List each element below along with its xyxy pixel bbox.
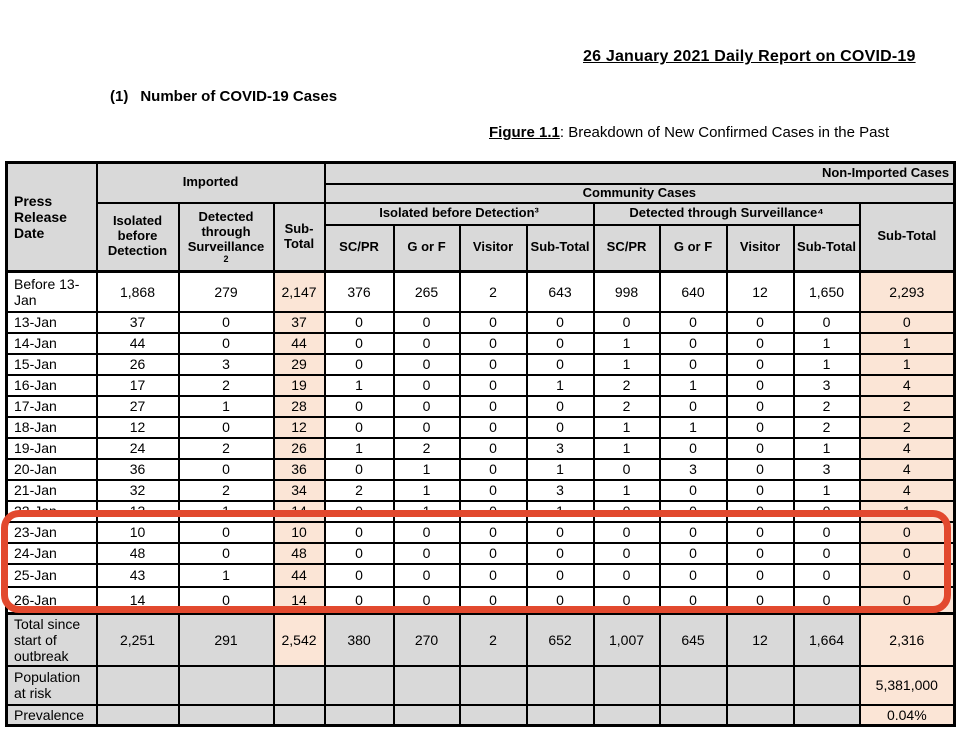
row-label: 20-Jan bbox=[7, 459, 97, 480]
value-cell bbox=[274, 666, 325, 705]
value-cell bbox=[727, 705, 794, 726]
value-cell: 0 bbox=[460, 333, 527, 354]
value-cell bbox=[325, 705, 394, 726]
value-cell: 0 bbox=[325, 459, 394, 480]
value-cell: 44 bbox=[274, 333, 325, 354]
table-row bbox=[7, 459, 955, 480]
value-cell: 0 bbox=[460, 354, 527, 375]
value-cell: 1 bbox=[860, 501, 955, 522]
value-cell: 3 bbox=[794, 375, 860, 396]
value-cell: 1 bbox=[594, 333, 660, 354]
row-label: 24-Jan bbox=[7, 543, 97, 564]
value-cell: 1 bbox=[179, 564, 274, 587]
value-cell: 0 bbox=[794, 564, 860, 587]
value-cell: 2 bbox=[594, 396, 660, 417]
table-row bbox=[7, 396, 955, 417]
value-cell: 0 bbox=[727, 312, 794, 333]
header-sc-pr-surveillance: SC/PR bbox=[594, 225, 660, 272]
value-cell: 0 bbox=[660, 522, 727, 543]
value-cell: 36 bbox=[97, 459, 179, 480]
value-cell: 0 bbox=[594, 587, 660, 614]
value-cell: 0 bbox=[727, 333, 794, 354]
row-label: 26-Jan bbox=[7, 587, 97, 614]
header-row-1 bbox=[7, 163, 955, 184]
section-heading-text: Number of COVID-19 Cases bbox=[140, 88, 338, 105]
value-cell: 0.04% bbox=[860, 705, 955, 726]
value-cell: 2,316 bbox=[860, 614, 955, 666]
value-cell: 0 bbox=[794, 312, 860, 333]
value-cell: 34 bbox=[274, 480, 325, 501]
table-body bbox=[7, 272, 955, 726]
value-cell: 0 bbox=[179, 417, 274, 438]
row-label: 16-Jan bbox=[7, 375, 97, 396]
value-cell: 2 bbox=[460, 272, 527, 312]
value-cell: 0 bbox=[325, 354, 394, 375]
row-label: 19-Jan bbox=[7, 438, 97, 459]
value-cell: 2 bbox=[179, 480, 274, 501]
value-cell: 12 bbox=[97, 417, 179, 438]
value-cell: 0 bbox=[794, 501, 860, 522]
value-cell: 27 bbox=[97, 396, 179, 417]
value-cell: 643 bbox=[527, 272, 594, 312]
value-cell: 3 bbox=[527, 480, 594, 501]
header-sub-total-surveillance: Sub-Total bbox=[794, 225, 860, 272]
value-cell: 1 bbox=[527, 375, 594, 396]
value-cell: 26 bbox=[97, 354, 179, 375]
value-cell: 0 bbox=[527, 587, 594, 614]
row-label: Before 13-Jan bbox=[7, 272, 97, 312]
value-cell: 1 bbox=[527, 459, 594, 480]
value-cell: 3 bbox=[179, 354, 274, 375]
value-cell: 0 bbox=[727, 480, 794, 501]
row-label: 13-Jan bbox=[7, 312, 97, 333]
value-cell: 10 bbox=[274, 522, 325, 543]
value-cell: 28 bbox=[274, 396, 325, 417]
value-cell: 0 bbox=[727, 564, 794, 587]
header-imported-detected bbox=[179, 203, 274, 272]
header-visitor-isolated: Visitor bbox=[460, 225, 527, 272]
value-cell: 2 bbox=[794, 417, 860, 438]
value-cell bbox=[394, 666, 460, 705]
row-label: Total since start of outbreak bbox=[7, 614, 97, 666]
value-cell: 0 bbox=[794, 543, 860, 564]
value-cell: 0 bbox=[860, 543, 955, 564]
table-row bbox=[7, 333, 955, 354]
header-group-isolated-before-detection: Isolated before Detection³ bbox=[325, 203, 594, 225]
value-cell: 2 bbox=[794, 396, 860, 417]
value-cell: 1,650 bbox=[794, 272, 860, 312]
value-cell: 0 bbox=[325, 396, 394, 417]
value-cell: 0 bbox=[394, 375, 460, 396]
value-cell: 14 bbox=[274, 587, 325, 614]
value-cell: 12 bbox=[727, 614, 794, 666]
table-row bbox=[7, 543, 955, 564]
value-cell: 0 bbox=[860, 587, 955, 614]
value-cell: 0 bbox=[660, 543, 727, 564]
value-cell bbox=[97, 666, 179, 705]
value-cell: 0 bbox=[179, 522, 274, 543]
value-cell: 4 bbox=[860, 375, 955, 396]
value-cell: 0 bbox=[179, 543, 274, 564]
value-cell: 0 bbox=[460, 375, 527, 396]
value-cell: 0 bbox=[727, 501, 794, 522]
header-community-sub-total: Sub-Total bbox=[860, 203, 955, 272]
value-cell: 0 bbox=[325, 417, 394, 438]
value-cell: 0 bbox=[594, 522, 660, 543]
value-cell: 2 bbox=[460, 614, 527, 666]
value-cell: 44 bbox=[97, 333, 179, 354]
value-cell: 0 bbox=[460, 459, 527, 480]
value-cell: 0 bbox=[179, 312, 274, 333]
table-row bbox=[7, 375, 955, 396]
header-group-detected-through-surveillance: Detected through Surveillance⁴ bbox=[594, 203, 860, 225]
value-cell: 0 bbox=[727, 459, 794, 480]
value-cell: 29 bbox=[274, 354, 325, 375]
table-row bbox=[7, 587, 955, 614]
value-cell: 2 bbox=[860, 396, 955, 417]
value-cell: 0 bbox=[179, 333, 274, 354]
value-cell: 48 bbox=[97, 543, 179, 564]
value-cell: 10 bbox=[97, 522, 179, 543]
value-cell: 4 bbox=[860, 438, 955, 459]
value-cell: 0 bbox=[394, 522, 460, 543]
value-cell: 0 bbox=[727, 396, 794, 417]
table-row bbox=[7, 666, 955, 705]
report-title: 26 January 2021 Daily Report on COVID-19 bbox=[583, 48, 916, 65]
value-cell: 2 bbox=[860, 417, 955, 438]
value-cell: 0 bbox=[727, 587, 794, 614]
value-cell bbox=[527, 705, 594, 726]
value-cell: 2,251 bbox=[97, 614, 179, 666]
value-cell: 0 bbox=[460, 564, 527, 587]
value-cell: 1 bbox=[325, 375, 394, 396]
value-cell: 0 bbox=[325, 564, 394, 587]
table-header bbox=[7, 163, 955, 272]
value-cell: 0 bbox=[325, 333, 394, 354]
table-row bbox=[7, 705, 955, 726]
value-cell: 0 bbox=[179, 459, 274, 480]
header-press-release-date: Press Release Date bbox=[7, 163, 97, 272]
value-cell: 645 bbox=[660, 614, 727, 666]
value-cell: 2,147 bbox=[274, 272, 325, 312]
value-cell: 0 bbox=[460, 480, 527, 501]
value-cell: 0 bbox=[394, 564, 460, 587]
value-cell: 43 bbox=[97, 564, 179, 587]
footnote-2: 2 bbox=[223, 253, 229, 264]
value-cell: 0 bbox=[460, 587, 527, 614]
value-cell: 1 bbox=[394, 459, 460, 480]
value-cell: 1 bbox=[794, 438, 860, 459]
row-label: 14-Jan bbox=[7, 333, 97, 354]
header-imported-isolated: Isolated before Detection bbox=[97, 203, 179, 272]
value-cell: 0 bbox=[394, 417, 460, 438]
value-cell bbox=[594, 666, 660, 705]
row-label: 17-Jan bbox=[7, 396, 97, 417]
section-number: (1) bbox=[110, 88, 129, 105]
value-cell: 380 bbox=[325, 614, 394, 666]
value-cell: 17 bbox=[97, 375, 179, 396]
value-cell: 12 bbox=[727, 272, 794, 312]
figure-label: Figure 1.1 bbox=[489, 124, 560, 141]
value-cell: 3 bbox=[527, 438, 594, 459]
value-cell: 270 bbox=[394, 614, 460, 666]
row-label: 23-Jan bbox=[7, 522, 97, 543]
header-g-or-f-isolated: G or F bbox=[394, 225, 460, 272]
cases-table bbox=[5, 161, 956, 727]
row-label: 22-Jan bbox=[7, 501, 97, 522]
table-row bbox=[7, 501, 955, 522]
value-cell: 1 bbox=[660, 417, 727, 438]
value-cell bbox=[97, 705, 179, 726]
value-cell bbox=[594, 705, 660, 726]
value-cell: 1 bbox=[527, 501, 594, 522]
value-cell: 0 bbox=[727, 375, 794, 396]
value-cell: 0 bbox=[460, 312, 527, 333]
value-cell: 0 bbox=[527, 543, 594, 564]
value-cell: 1 bbox=[394, 501, 460, 522]
value-cell: 37 bbox=[97, 312, 179, 333]
value-cell: 14 bbox=[274, 501, 325, 522]
value-cell: 0 bbox=[325, 501, 394, 522]
table-row bbox=[7, 564, 955, 587]
value-cell: 0 bbox=[527, 522, 594, 543]
value-cell bbox=[394, 705, 460, 726]
table-row bbox=[7, 272, 955, 312]
value-cell: 0 bbox=[727, 438, 794, 459]
value-cell: 1,664 bbox=[794, 614, 860, 666]
row-label: 15-Jan bbox=[7, 354, 97, 375]
value-cell: 4 bbox=[860, 480, 955, 501]
value-cell: 0 bbox=[460, 396, 527, 417]
row-label: Population at risk bbox=[7, 666, 97, 705]
value-cell: 0 bbox=[325, 543, 394, 564]
value-cell: 5,381,000 bbox=[860, 666, 955, 705]
value-cell: 0 bbox=[660, 564, 727, 587]
value-cell: 1 bbox=[394, 480, 460, 501]
value-cell: 0 bbox=[394, 543, 460, 564]
header-sc-pr-isolated: SC/PR bbox=[325, 225, 394, 272]
value-cell: 0 bbox=[660, 438, 727, 459]
value-cell bbox=[179, 666, 274, 705]
value-cell: 0 bbox=[794, 522, 860, 543]
row-label: Prevalence bbox=[7, 705, 97, 726]
value-cell: 2 bbox=[325, 480, 394, 501]
value-cell: 13 bbox=[97, 501, 179, 522]
value-cell: 291 bbox=[179, 614, 274, 666]
value-cell: 0 bbox=[527, 333, 594, 354]
value-cell: 640 bbox=[660, 272, 727, 312]
value-cell: 48 bbox=[274, 543, 325, 564]
table-row bbox=[7, 480, 955, 501]
value-cell: 44 bbox=[274, 564, 325, 587]
value-cell: 0 bbox=[325, 522, 394, 543]
value-cell: 1 bbox=[660, 375, 727, 396]
value-cell: 1 bbox=[860, 333, 955, 354]
value-cell: 1 bbox=[860, 354, 955, 375]
header-non-imported-cases: Non-Imported Cases bbox=[325, 163, 955, 184]
header-community-cases: Community Cases bbox=[325, 184, 955, 203]
value-cell bbox=[274, 705, 325, 726]
value-cell: 2 bbox=[179, 375, 274, 396]
value-cell: 0 bbox=[527, 354, 594, 375]
value-cell bbox=[794, 705, 860, 726]
figure-caption-text: : Breakdown of New Confirmed Cases in the Past bbox=[559, 124, 890, 141]
value-cell: 2 bbox=[179, 438, 274, 459]
value-cell: 1,007 bbox=[594, 614, 660, 666]
value-cell: 265 bbox=[394, 272, 460, 312]
value-cell: 0 bbox=[660, 396, 727, 417]
value-cell: 0 bbox=[394, 354, 460, 375]
value-cell: 1 bbox=[594, 480, 660, 501]
value-cell: 1 bbox=[794, 354, 860, 375]
value-cell: 0 bbox=[394, 396, 460, 417]
value-cell: 0 bbox=[594, 564, 660, 587]
value-cell: 26 bbox=[274, 438, 325, 459]
value-cell bbox=[179, 705, 274, 726]
row-label: 18-Jan bbox=[7, 417, 97, 438]
value-cell: 0 bbox=[527, 312, 594, 333]
value-cell: 0 bbox=[594, 501, 660, 522]
value-cell: 1 bbox=[794, 480, 860, 501]
value-cell bbox=[460, 705, 527, 726]
value-cell: 3 bbox=[794, 459, 860, 480]
value-cell: 0 bbox=[325, 587, 394, 614]
value-cell: 0 bbox=[460, 417, 527, 438]
value-cell: 0 bbox=[660, 333, 727, 354]
header-g-or-f-surveillance: G or F bbox=[660, 225, 727, 272]
value-cell: 4 bbox=[860, 459, 955, 480]
value-cell: 0 bbox=[460, 543, 527, 564]
value-cell: 0 bbox=[527, 396, 594, 417]
value-cell: 0 bbox=[727, 354, 794, 375]
value-cell: 3 bbox=[660, 459, 727, 480]
value-cell: 1 bbox=[794, 333, 860, 354]
table-row bbox=[7, 354, 955, 375]
value-cell: 0 bbox=[660, 480, 727, 501]
value-cell: 376 bbox=[325, 272, 394, 312]
value-cell: 0 bbox=[727, 417, 794, 438]
value-cell: 1 bbox=[594, 417, 660, 438]
value-cell: 0 bbox=[179, 587, 274, 614]
header-row-3 bbox=[7, 203, 955, 225]
value-cell: 2,542 bbox=[274, 614, 325, 666]
value-cell bbox=[794, 666, 860, 705]
value-cell: 0 bbox=[660, 354, 727, 375]
value-cell bbox=[325, 666, 394, 705]
header-sub-total-isolated: Sub-Total bbox=[527, 225, 594, 272]
value-cell: 36 bbox=[274, 459, 325, 480]
value-cell: 32 bbox=[97, 480, 179, 501]
value-cell: 0 bbox=[394, 333, 460, 354]
table-row bbox=[7, 522, 955, 543]
value-cell: 0 bbox=[794, 587, 860, 614]
value-cell: 2,293 bbox=[860, 272, 955, 312]
figure-caption bbox=[489, 124, 889, 141]
value-cell: 12 bbox=[274, 417, 325, 438]
value-cell bbox=[527, 666, 594, 705]
value-cell: 0 bbox=[460, 501, 527, 522]
value-cell: 0 bbox=[660, 501, 727, 522]
value-cell: 0 bbox=[860, 564, 955, 587]
value-cell: 19 bbox=[274, 375, 325, 396]
table-row bbox=[7, 438, 955, 459]
value-cell: 0 bbox=[660, 312, 727, 333]
value-cell: 1,868 bbox=[97, 272, 179, 312]
value-cell: 1 bbox=[179, 501, 274, 522]
value-cell: 0 bbox=[460, 522, 527, 543]
value-cell: 1 bbox=[594, 438, 660, 459]
table-row bbox=[7, 312, 955, 333]
value-cell: 0 bbox=[394, 587, 460, 614]
row-label: 25-Jan bbox=[7, 564, 97, 587]
table-row bbox=[7, 614, 955, 666]
value-cell: 279 bbox=[179, 272, 274, 312]
value-cell: 0 bbox=[460, 438, 527, 459]
value-cell: 0 bbox=[727, 522, 794, 543]
value-cell: 0 bbox=[860, 522, 955, 543]
value-cell bbox=[460, 666, 527, 705]
header-imported: Imported bbox=[97, 163, 325, 203]
row-label: 21-Jan bbox=[7, 480, 97, 501]
value-cell: 37 bbox=[274, 312, 325, 333]
value-cell bbox=[660, 666, 727, 705]
value-cell: 0 bbox=[527, 417, 594, 438]
value-cell: 0 bbox=[325, 312, 394, 333]
value-cell: 1 bbox=[594, 354, 660, 375]
header-imported-subtotal: Sub-Total bbox=[274, 203, 325, 272]
value-cell: 24 bbox=[97, 438, 179, 459]
header-visitor-surveillance: Visitor bbox=[727, 225, 794, 272]
value-cell: 998 bbox=[594, 272, 660, 312]
value-cell: 0 bbox=[594, 543, 660, 564]
value-cell bbox=[660, 705, 727, 726]
value-cell: 0 bbox=[527, 564, 594, 587]
value-cell: 0 bbox=[860, 312, 955, 333]
value-cell: 2 bbox=[594, 375, 660, 396]
value-cell: 2 bbox=[394, 438, 460, 459]
value-cell: 652 bbox=[527, 614, 594, 666]
value-cell: 0 bbox=[594, 459, 660, 480]
value-cell: 14 bbox=[97, 587, 179, 614]
value-cell: 1 bbox=[179, 396, 274, 417]
table-row bbox=[7, 417, 955, 438]
value-cell: 0 bbox=[727, 543, 794, 564]
value-cell: 0 bbox=[594, 312, 660, 333]
value-cell: 1 bbox=[325, 438, 394, 459]
value-cell: 0 bbox=[394, 312, 460, 333]
value-cell bbox=[727, 666, 794, 705]
header-imported-detected-label: Detected through Surveillance bbox=[187, 208, 265, 254]
section-heading bbox=[110, 88, 337, 105]
value-cell: 0 bbox=[660, 587, 727, 614]
